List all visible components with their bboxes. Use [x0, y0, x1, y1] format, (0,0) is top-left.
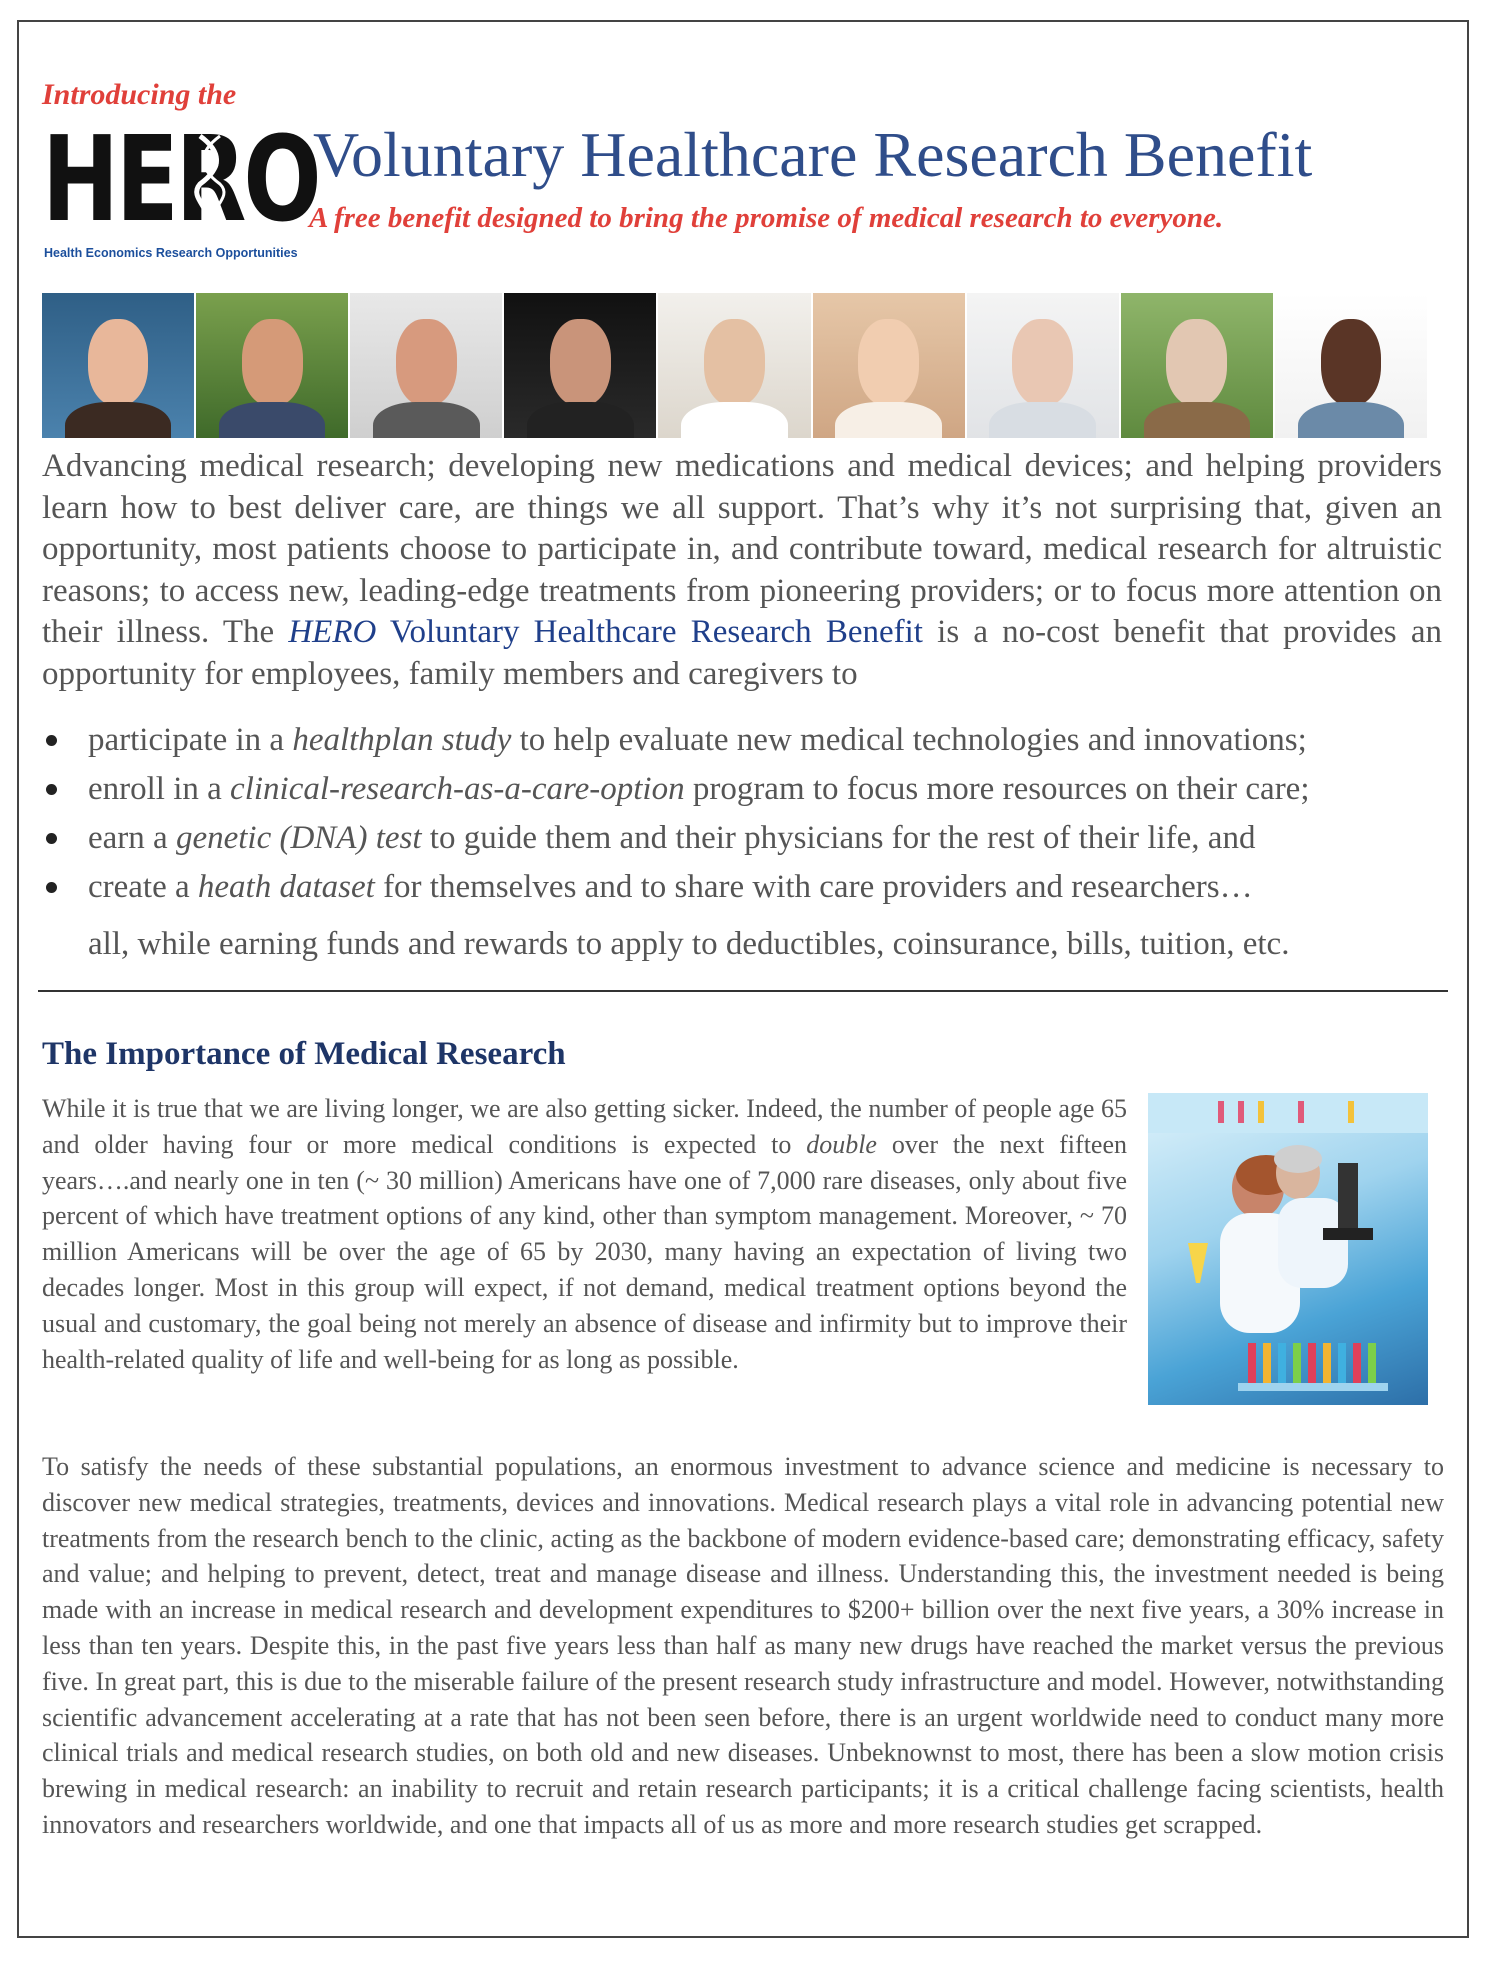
- hero-logo: [42, 110, 319, 263]
- bullet-text: program to focus more resources on their care;: [684, 771, 1310, 807]
- logo-subtitle: Health Economics Research Opportunities: [44, 246, 298, 260]
- bullet-text: create a: [88, 869, 198, 905]
- bullet-text: to help evaluate new medical technologies and innovations;: [511, 722, 1307, 758]
- benefit-bullet-list: [42, 716, 1442, 912]
- bullet-text: to guide them and their physicians for the rest of their life, and: [421, 820, 1256, 856]
- list-item: [42, 765, 1442, 814]
- bullet-text: for themselves and to share with care providers and researchers…: [374, 869, 1253, 905]
- bullet-text: participate in a: [88, 722, 293, 758]
- intro-paragraph: [42, 446, 1442, 696]
- bullet-emphasis: healthplan study: [292, 722, 512, 758]
- young-woman-photo: [42, 293, 194, 438]
- logo-word: HERO: [42, 110, 319, 248]
- man-outdoors-photo: [196, 293, 348, 438]
- page-title: Voluntary Healthcare Research Benefit: [313, 119, 1313, 190]
- paragraph-text: While it is true that we are living longer, we are also getting sicker. Indeed, the number of people age 65 and older having four or more medical conditions is expected to: [42, 1094, 1127, 1159]
- bullet-icon: [46, 833, 57, 844]
- list-item: [42, 814, 1442, 863]
- bullet-icon: [46, 882, 57, 893]
- dna-helix-icon: [192, 132, 230, 244]
- intro-text: Introducing the: [42, 78, 237, 111]
- bullet-emphasis: genetic (DNA) test: [175, 820, 422, 856]
- list-item: [42, 863, 1442, 912]
- hero-inline-name: HERO: [288, 614, 377, 651]
- bullet-icon: [46, 784, 57, 795]
- intro-text-part2: is a no-cost benefit that provides an opportunity for employees, family members and caregivers to: [42, 614, 1442, 692]
- paragraph-emphasis: double: [806, 1129, 877, 1159]
- bullet-emphasis: clinical-research-as-a-care-option: [230, 771, 685, 807]
- smiling-woman-photo: [1275, 293, 1427, 438]
- section-heading: The Importance of Medical Research: [42, 1036, 566, 1072]
- bullet-text: earn a: [88, 820, 176, 856]
- page-subtitle: A free benefit designed to bring the promise of medical research to everyone.: [309, 202, 1224, 234]
- section-divider: [38, 990, 1448, 992]
- elderly-patient-photo: [967, 293, 1119, 438]
- lab-researchers-photo: [1148, 1093, 1428, 1405]
- closing-line: all, while earning funds and rewards to apply to deductibles, coinsurance, bills, tuition, etc.: [88, 926, 1290, 962]
- benefit-inline-name: Voluntary Healthcare Research Benefit: [376, 614, 923, 651]
- screaming-man-photo: [350, 293, 502, 438]
- bullet-text: enroll in a: [88, 771, 231, 807]
- intro-text-part1: Advancing medical research; developing new medications and medical devices; and helping providers learn how to best deliver care, are things we all support. That’s why it’s not surprising that, given an opportunity, most patients choose to participate in, and contribute toward, medical research for altruistic reasons; to access new, leading-edge treatments from pioneering providers; or to focus more attention on their illness. The: [42, 448, 1442, 651]
- elderly-couple-bench-photo: [1121, 293, 1273, 438]
- babies-photo: [813, 293, 965, 438]
- older-man-glasses-photo: [504, 293, 656, 438]
- wedding-couple-photo: [658, 293, 810, 438]
- importance-paragraph-1: [42, 1091, 1127, 1377]
- paragraph-text: over the next fifteen years….and nearly one in ten (~ 30 million) Americans have one of 7,000 rare diseases, only about five percent of which have treatment options of any kind, other than symptom management. Moreover, ~ 70 million Americans will be over the age of 65 by 2030, many having an expectation of living two decades longer. Most in this group will expect, if not demand, medical treatment options beyond the usual and customary, the goal being not merely an absence of disease and infirmity but to improve their health-related quality of life and well-being for as long as possible.: [42, 1129, 1127, 1374]
- importance-paragraph-2: To satisfy the needs of these substantial populations, an enormous investment to advance science and medicine is necessary to discover new medical strategies, treatments, devices and innovations. Medical research plays a vital role in advancing potential new treatments from the research bench to the clinic, acting as the backbone of modern evidence-based care; demonstrating efficacy, safety and value; and helping to prevent, detect, treat and manage disease and illness. Understanding this, the investment needed is being made with an increase in medical research and development expenditures to $200+ billion over the next five years, a 30% increase in less than ten years. Despite this, in the past five years less than half as many new drugs have reached the market versus the previous five. In great part, this is due to the miserable failure of the present research study infrastructure and model. However, notwithstanding scientific advancement accelerating at a rate that has not been seen before, there is an urgent worldwide need to conduct many more clinical trials and medical research studies, on both old and new diseases. Unbeknownst to most, there has been a slow motion crisis brewing in medical research: an inability to recruit and retain research participants; it is a critical challenge facing scientists, health innovators and researchers worldwide, and one that impacts all of us as more and more research studies get scrapped.: [42, 1452, 1444, 1839]
- bullet-emphasis: heath dataset: [197, 869, 375, 905]
- photo-strip: [42, 293, 1427, 438]
- bullet-icon: [46, 735, 57, 746]
- list-item: [42, 716, 1442, 765]
- lab-scene-illustration: [1148, 1093, 1428, 1405]
